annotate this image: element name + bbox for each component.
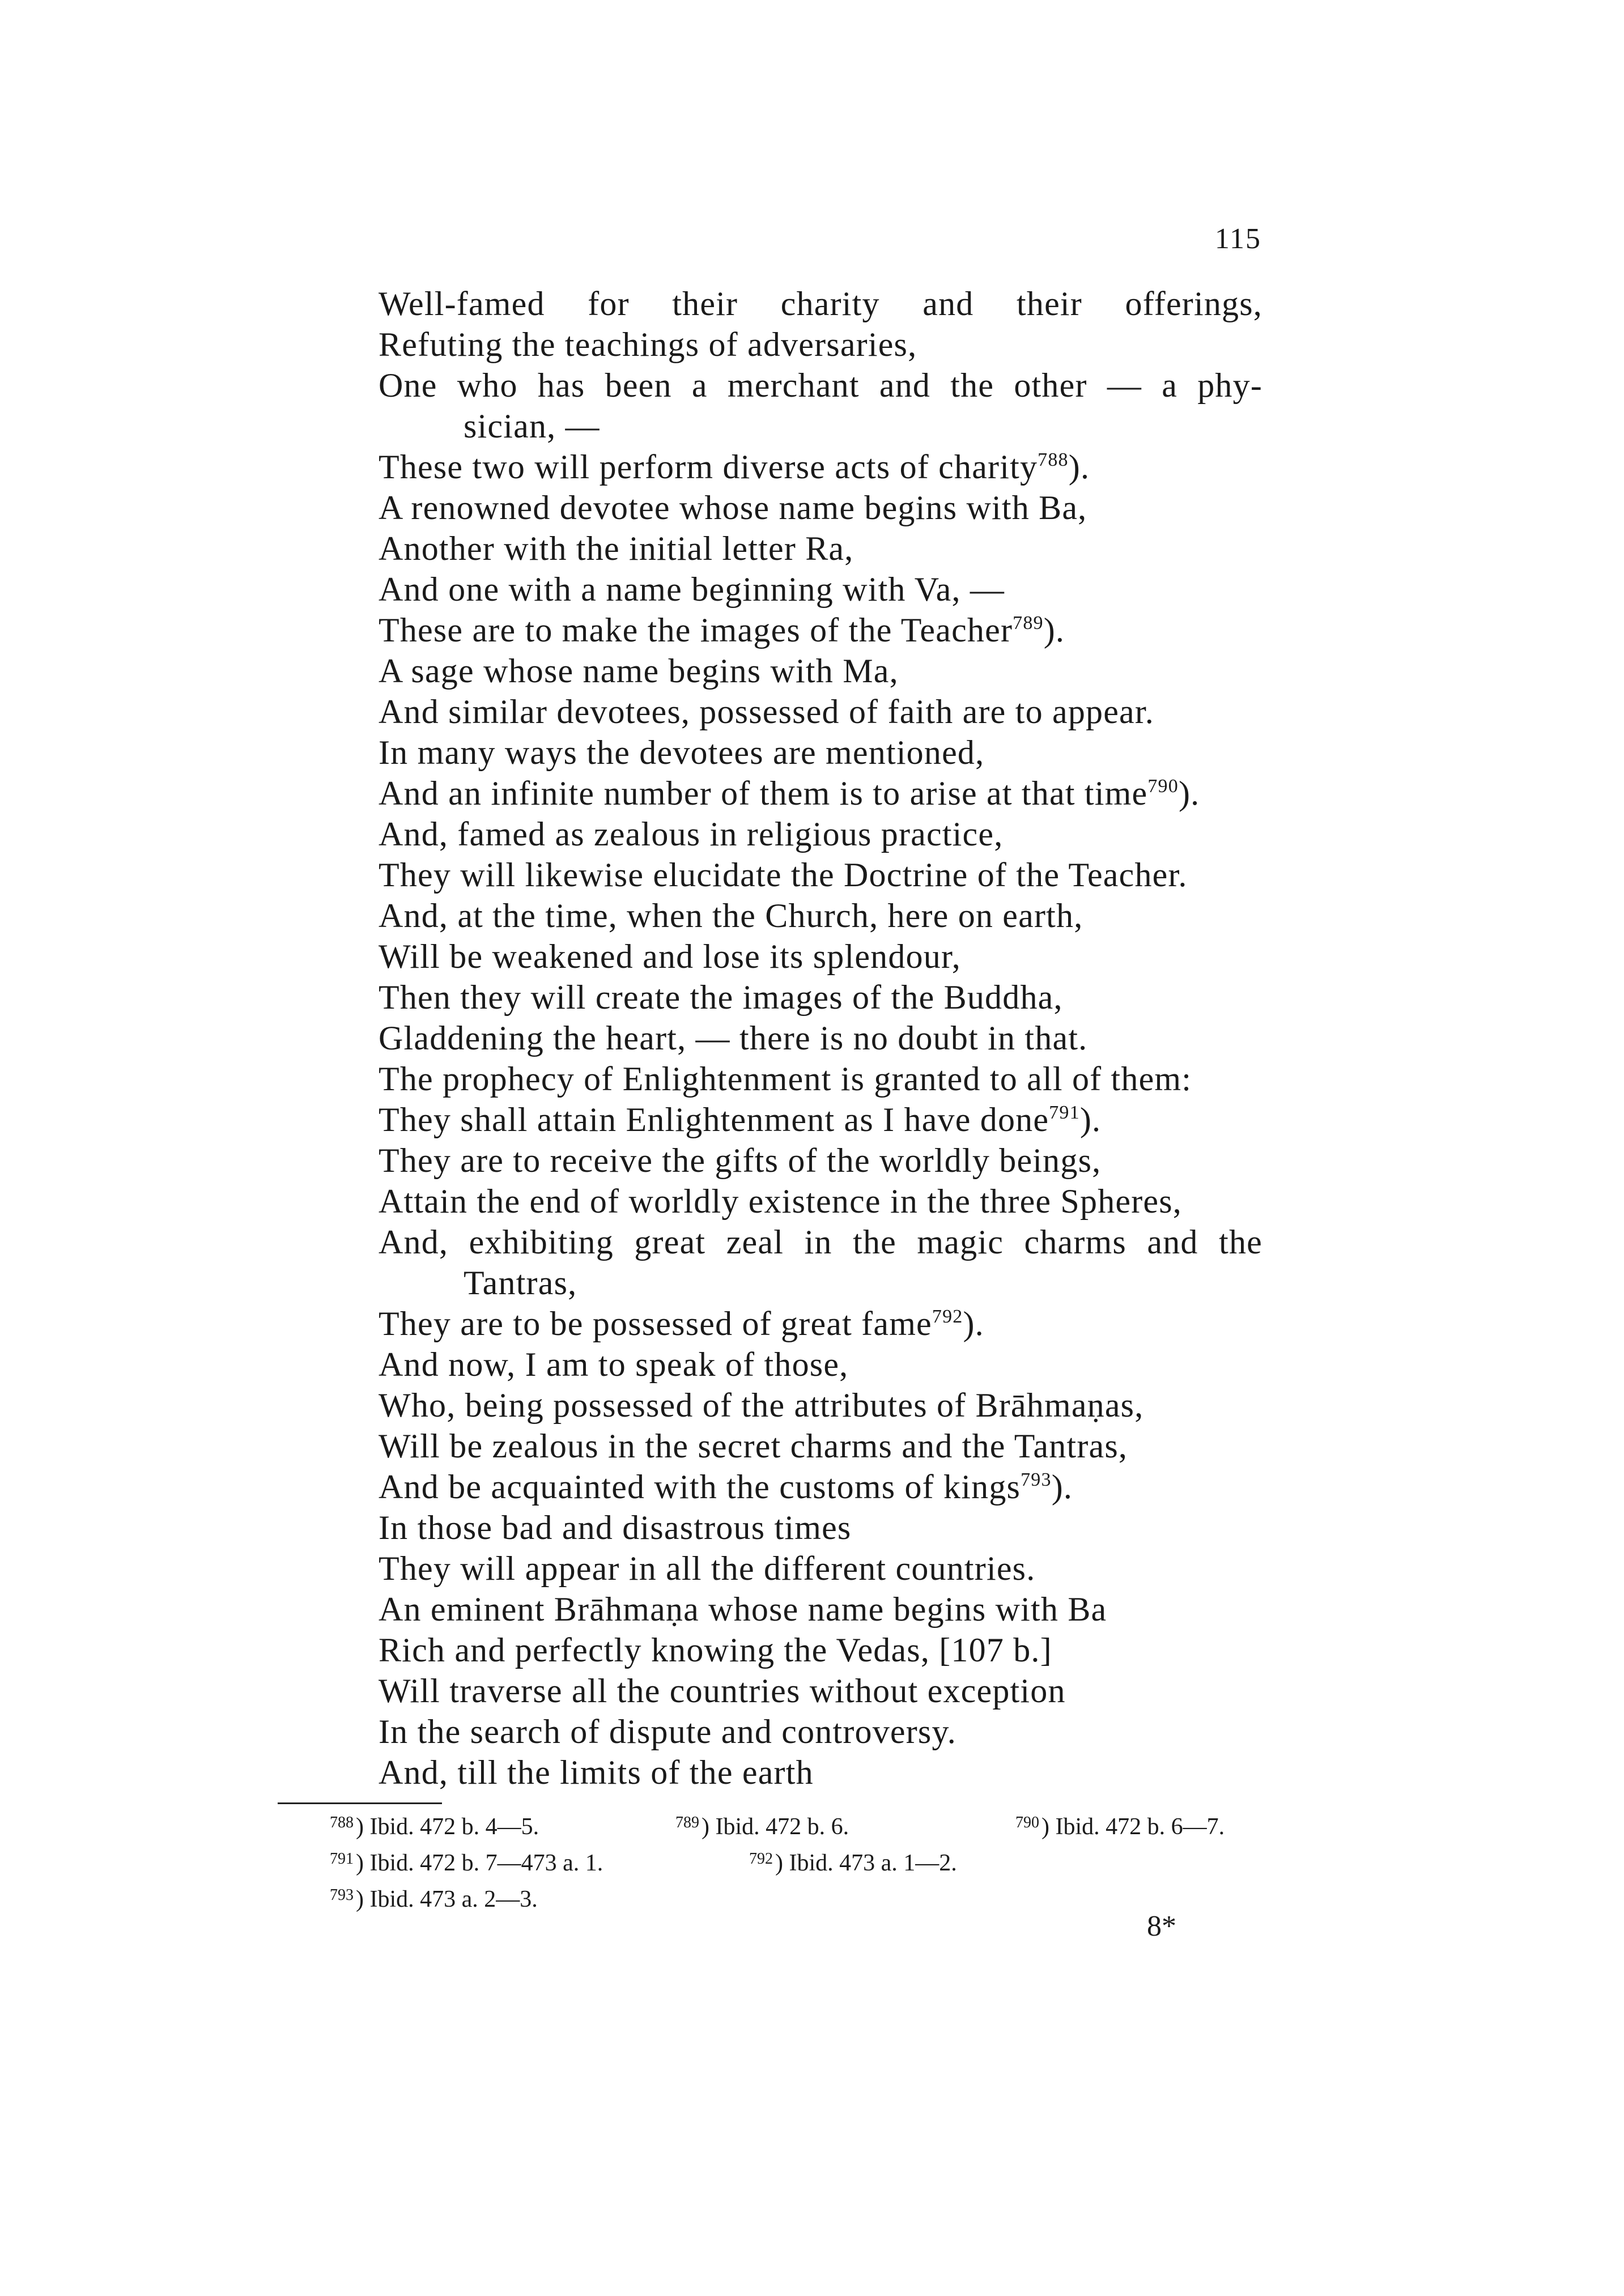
footnote-row [330, 1845, 1282, 1881]
verse-line: And, famed as zealous in religious practice, [379, 815, 1004, 853]
verse-line: Will be zealous in the secret charms and the Tantras, [379, 1427, 1128, 1465]
verse-line: These are to make the images of the Teacher$^{789}$). [379, 611, 1065, 649]
verse-line: In many ways the devotees are mentioned, [379, 734, 985, 771]
verse-line: And an infinite number of them is to arise at that time$^{790}$). [379, 775, 1200, 812]
verse-line: They shall attain Enlightenment as I have done$^{791}$). [379, 1101, 1102, 1138]
verse-text [379, 283, 1262, 1793]
verse-line: In those bad and disastrous times [379, 1509, 852, 1546]
verse-line: And, exhibiting great zeal in the magic charms and the [379, 1223, 1262, 1261]
verse-line: Will traverse all the countries without exception [379, 1672, 1066, 1710]
footnote: $^{792}$) Ibid. 473 a. 1—2. [749, 1850, 957, 1876]
verse-line: And similar devotees, possessed of faith are to appear. [379, 693, 1154, 730]
verse-line: Rich and perfectly knowing the Vedas, [107 b.] [379, 1631, 1052, 1669]
footnote: $^{791}$) Ibid. 472 b. 7—473 a. 1. [330, 1850, 603, 1876]
verse-line: They will likewise elucidate the Doctrine of the Teacher. [379, 856, 1188, 894]
verse-line: And be acquainted with the customs of kings$^{793}$). [379, 1468, 1073, 1506]
footnote-ref: 788 [1038, 449, 1069, 470]
verse-line: One who has been a merchant and the other — a phy- [379, 367, 1262, 404]
verse-line: Another with the initial letter Ra, [379, 530, 854, 567]
footnote: $^{793}$) Ibid. 473 a. 2—3. [330, 1886, 538, 1912]
signature-mark: 8* [1147, 1910, 1176, 1942]
verse-line: Then they will create the images of the Buddha, [379, 979, 1063, 1016]
footnote: $^{790}$) Ibid. 472 b. 6—7. [1015, 1814, 1225, 1840]
verse-line: Tantras, [464, 1264, 577, 1302]
verse-line: The prophecy of Enlightenment is granted to all of them: [379, 1060, 1192, 1098]
verse-line: These two will perform diverse acts of charity$^{788}$). [379, 448, 1090, 486]
footnote: $^{789}$) Ibid. 472 b. 6. [675, 1814, 849, 1840]
footnote-ref: 793 [1021, 1469, 1052, 1490]
verse-line: Attain the end of worldly existence in the three Spheres, [379, 1183, 1182, 1220]
verse-line: In the search of dispute and controversy. [379, 1713, 956, 1750]
footnote-row [330, 1809, 1282, 1845]
verse-line: Refuting the teachings of adversaries, [379, 326, 917, 363]
verse-line: And now, I am to speak of those, [379, 1346, 849, 1383]
verse-line: And, till the limits of the earth [379, 1754, 814, 1791]
verse-line: A renowned devotee whose name begins with Ba, [379, 489, 1087, 526]
verse-line: Gladdening the heart, — there is no doubt in that. [379, 1019, 1088, 1057]
verse-line: They are to receive the gifts of the worldly beings, [379, 1142, 1102, 1179]
verse-line: And one with a name beginning with Va, — [379, 571, 1005, 608]
footnotes [330, 1809, 1282, 1917]
verse-line: Who, being possessed of the attributes of Brāhmaṇas, [379, 1387, 1144, 1424]
verse-line: A sage whose name begins with Ma, [379, 652, 899, 690]
verse-line: An eminent Brāhmaṇa whose name begins with Ba [379, 1591, 1107, 1628]
footnote-divider [278, 1802, 442, 1804]
footnote-ref: 792 [932, 1306, 963, 1327]
verse-line: Well-famed for their charity and their offerings, [379, 285, 1262, 322]
footnote: $^{788}$) Ibid. 472 b. 4—5. [330, 1814, 539, 1840]
verse-line: sician, — [464, 407, 600, 445]
verse-line: And, at the time, when the Church, here on earth, [379, 897, 1083, 934]
footnote-ref: 791 [1049, 1102, 1080, 1123]
verse-line: They will appear in all the different countries. [379, 1550, 1036, 1587]
footnote-ref: 789 [1013, 613, 1044, 633]
verse-line: They are to be possessed of great fame$^{792}$). [379, 1305, 984, 1342]
footnote-ref: 790 [1147, 776, 1179, 797]
page-number: 115 [1214, 223, 1261, 255]
footnote-row [330, 1881, 1282, 1917]
verse-line: Will be weakened and lose its splendour, [379, 938, 961, 975]
